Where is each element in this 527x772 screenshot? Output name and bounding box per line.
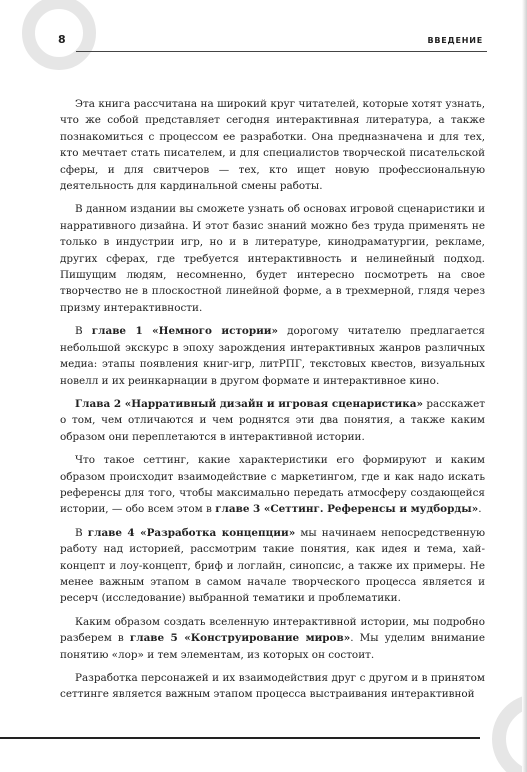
running-head-section: ВВЕДЕНИЕ (427, 36, 483, 45)
page-edge (522, 0, 527, 772)
bottom-rule (0, 737, 480, 739)
header-rule (76, 51, 487, 52)
paragraph: В главе 4 «Разработка концепции» мы начинаем непосредственную работу над историей, рассмотрим такие понятия, как идея и тема, хай-концепт и лоу-концепт, бриф и логлайн, синопсис, а также их примеры. Не менее важным этапом в самом начале творческого процесса является и ресерч (исследование) выбранной тематики и проблематики. (60, 526, 485, 605)
chapter-reference: главе 4 «Разработка концепции» (87, 526, 296, 539)
chapter-reference: Глава 2 «Нарративный дизайн и игровая сценаристика» (75, 397, 423, 410)
chapter-reference: главе 3 «Сеттинг. Референсы и мудборды» (215, 503, 479, 516)
chapter-reference: главе 5 «Конструирование миров» (129, 632, 351, 645)
paragraph: Каким образом создать вселенную интерактивной истории, мы подробно разберем в главе 5 «Конструирование миров». Мы уделим внимание понятию «лор» и тем элементам, из которых он состоит. (60, 615, 485, 661)
paragraph: Глава 2 «Нарративный дизайн и игровая сценаристика» расскажет о том, чем отличаются и чем роднятся эти два понятия, а также каким образом они переплетаются в интерактивной истории. (60, 397, 486, 443)
chapter-reference: главе 1 «Немного истории» (91, 325, 278, 338)
paragraph: Что такое сеттинг, какие характеристики его формируют и каким образом происходит взаимодействие с маркетингом, где и как надо искать референсы для того, чтобы максимально передать атмосферу создающейся истории, — обо всем этом в главе 3 «Сеттинг. Референсы и мудборды». (60, 454, 485, 516)
paragraph: В данном издании вы сможете узнать об основах игровой сценаристики и нарративного дизайна. И этот базис знаний можно без труда применять не только в индустрии игр, но и в литературе, кинодраматургии, рекламе, других сферах, где требуется интерактивность и нелинейный подход. Пишущим людям, несомненно, будет интересно посмотреть на свое творчество не в плоскостной линейной форме, а в трехмерной, глядя через призму интерактивности. (60, 203, 485, 314)
paragraph: Разработка персонажей и их взаимодействия друг с другом и в принятом сеттинге является важным этапом процесса выстраивания интерактивной (60, 672, 485, 701)
page-number: 8 (58, 33, 66, 46)
body-text (60, 96, 485, 710)
paragraph: В главе 1 «Немного истории» дорогому читателю предлагается небольшой экскурс в эпоху зарождения интерактивных жанров различных медиа: этапы появления книг-игр, литРПГ, текстовых квестов, визуальных новелл и их реинкарнации в другом формате и интерактивное кино. (60, 325, 485, 387)
paragraph: Эта книга рассчитана на широкий круг читателей, которые хотят узнать, что же собой представляет сегодня интерактивная литература, а также познакомиться с процессом ее разработки. Она предназначена и для тех, кто мечтает стать писателем, и для специалистов творческой писательской сферы, и для свитчеров — тех, кто ищет новую профессиональную деятельность для кардинальной смены работы. (60, 98, 485, 193)
